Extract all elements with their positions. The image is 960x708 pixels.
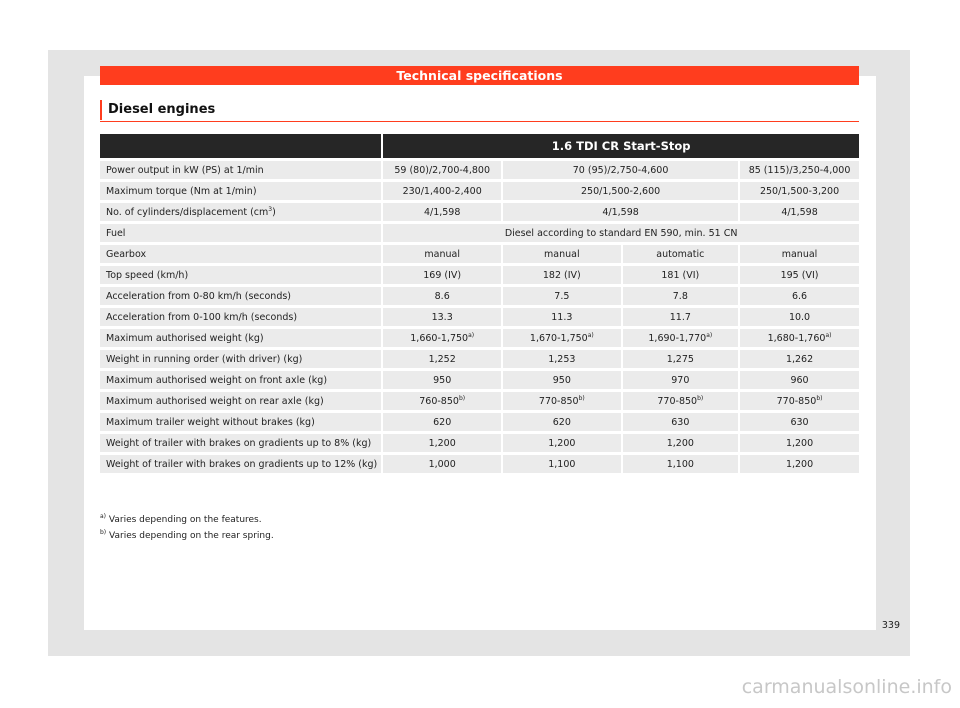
table-cell: manual (381, 245, 501, 263)
table-row (100, 413, 859, 431)
section-divider (100, 121, 859, 122)
table-cell: 630 (738, 413, 859, 431)
table-cell: 6.6 (738, 287, 859, 305)
table-cell: 195 (VI) (738, 266, 859, 284)
table-row (100, 245, 859, 263)
row-label: Acceleration from 0-80 km/h (seconds) (100, 287, 381, 305)
table-cell: 182 (IV) (501, 266, 620, 284)
table-cell: 4/1,598 (501, 203, 738, 221)
row-label: No. of cylinders/displacement $(cm^3)$ (100, 203, 381, 221)
table-cell: 970 (621, 371, 739, 389)
table-cell: 4/1,598 (381, 203, 501, 221)
table-row (100, 203, 859, 221)
table-cell: 7.5 (501, 287, 620, 305)
table-cell: 1,200 (738, 455, 859, 473)
table-cell: 1,100 (501, 455, 620, 473)
table-cell: 11.3 (501, 308, 620, 326)
table-row (100, 308, 859, 326)
footnote-text: Varies depending on the features. (108, 515, 262, 525)
table-cell: 620 (381, 413, 501, 431)
table-row (100, 371, 859, 389)
table-row (100, 434, 859, 452)
table-cell: 1,680-1,760$^{a)}$ (738, 329, 859, 347)
table-cell: 181 (VI) (621, 266, 739, 284)
chapter-header: Technical specifications (100, 66, 859, 85)
table-cell: 1,262 (738, 350, 859, 368)
table-row (100, 392, 859, 410)
table-cell: 1,200 (381, 434, 501, 452)
row-label: Fuel (100, 224, 381, 242)
table-cell: manual (501, 245, 620, 263)
spec-table-header-row (100, 134, 859, 158)
row-label: Maximum authorised weight on front axle (kg) (100, 371, 381, 389)
table-cell: 70 (95)/2,750-4,600 (501, 161, 738, 179)
row-label: Maximum trailer weight without brakes (kg) (100, 413, 381, 431)
row-label: Weight in running order (with driver) (kg) (100, 350, 381, 368)
table-cell: 1,253 (501, 350, 620, 368)
section-title: Diesel engines (100, 100, 215, 120)
table-row (100, 350, 859, 368)
table-row (100, 266, 859, 284)
table-row (100, 455, 859, 473)
table-cell: 770-850$^{b)}$ (501, 392, 620, 410)
row-label: Power output in kW (PS) at 1/min (100, 161, 381, 179)
table-row (100, 287, 859, 305)
table-cell: 250/1,500-3,200 (738, 182, 859, 200)
table-cell: 1,690-1,770$^{a)}$ (621, 329, 739, 347)
table-cell: 85 (115)/3,250-4,000 (738, 161, 859, 179)
table-cell: 760-850$^{b)}$ (381, 392, 501, 410)
table-cell: 950 (501, 371, 620, 389)
table-cell: 11.7 (621, 308, 739, 326)
table-cell: 1,670-1,750$^{a)}$ (501, 329, 620, 347)
row-label: Weight of trailer with brakes on gradients up to 8% (kg) (100, 434, 381, 452)
footnote-b (100, 528, 274, 544)
spec-table (100, 131, 859, 476)
footnote-text: Varies depending on the rear spring. (109, 531, 274, 541)
table-cell: 770-850$^{b)}$ (621, 392, 739, 410)
table-cell: manual (738, 245, 859, 263)
row-label: Top speed (km/h) (100, 266, 381, 284)
table-cell: 1,000 (381, 455, 501, 473)
table-cell: 630 (621, 413, 739, 431)
table-cell: 7.8 (621, 287, 739, 305)
table-cell: 13.3 (381, 308, 501, 326)
table-cell: 1,660-1,750$^{a)}$ (381, 329, 501, 347)
footnotes (100, 512, 274, 544)
table-cell: 620 (501, 413, 620, 431)
engine-header: 1.6 TDI CR Start-Stop (381, 134, 859, 158)
table-cell: 59 (80)/2,700-4,800 (381, 161, 501, 179)
table-cell: Diesel according to standard EN 590, min. 51 CN (381, 224, 859, 242)
table-row (100, 224, 859, 242)
table-cell: 960 (738, 371, 859, 389)
table-row (100, 329, 859, 347)
footnote-marker: a) (100, 513, 107, 520)
table-row (100, 182, 859, 200)
table-cell: 8.6 (381, 287, 501, 305)
table-cell: 230/1,400-2,400 (381, 182, 501, 200)
row-label: Weight of trailer with brakes on gradients up to 12% (kg) (100, 455, 381, 473)
footnote-marker: b) (100, 529, 107, 536)
table-cell: 1,200 (738, 434, 859, 452)
table-row (100, 161, 859, 179)
table-cell: 250/1,500-2,600 (501, 182, 738, 200)
row-label: Maximum authorised weight (kg) (100, 329, 381, 347)
row-label: Maximum torque (Nm at 1/min) (100, 182, 381, 200)
row-label: Maximum authorised weight on rear axle (kg) (100, 392, 381, 410)
footnote-a (100, 512, 274, 528)
row-label: Acceleration from 0-100 km/h (seconds) (100, 308, 381, 326)
row-label: Gearbox (100, 245, 381, 263)
table-cell: 1,100 (621, 455, 739, 473)
table-cell: 169 (IV) (381, 266, 501, 284)
header-blank-cell (100, 134, 381, 158)
page-number: 339 (881, 620, 900, 631)
table-cell: 1,200 (501, 434, 620, 452)
table-cell: 4/1,598 (738, 203, 859, 221)
table-cell: 950 (381, 371, 501, 389)
table-cell: automatic (621, 245, 739, 263)
table-cell: 1,200 (621, 434, 739, 452)
table-cell: 10.0 (738, 308, 859, 326)
table-cell: 1,252 (381, 350, 501, 368)
table-cell: 770-850$^{b)}$ (738, 392, 859, 410)
watermark: carmanualsonline.info (741, 676, 952, 698)
table-cell: 1,275 (621, 350, 739, 368)
